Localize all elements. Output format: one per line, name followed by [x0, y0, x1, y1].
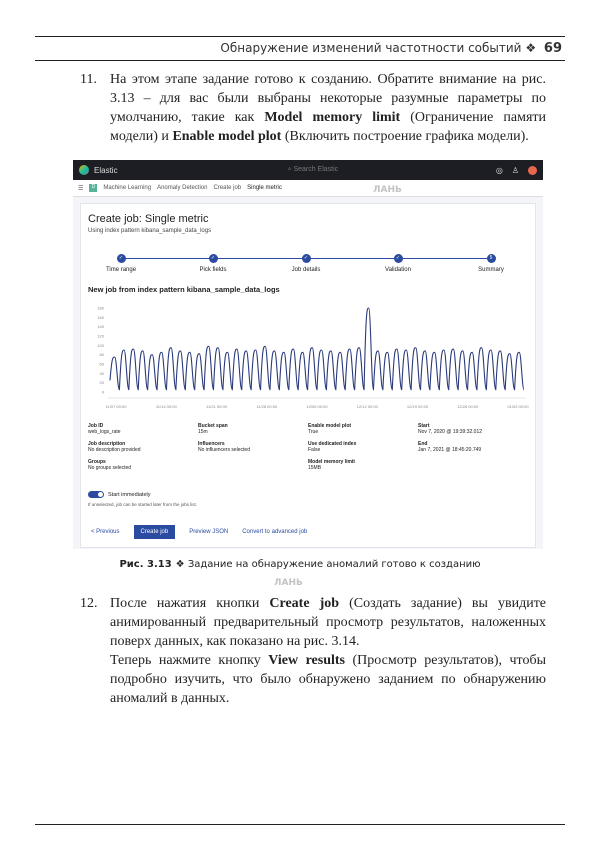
- step-job-details[interactable]: [276, 254, 336, 273]
- bold-term: Create job: [269, 596, 340, 611]
- detail-value: Nov 7, 2020 @ 19:39:32.012: [418, 429, 483, 435]
- text: Теперь нажмите кнопку: [110, 653, 269, 668]
- menu-icon[interactable]: ☰: [78, 185, 84, 192]
- y-tick-label: 20: [99, 380, 104, 386]
- job-summary-details: [88, 423, 528, 471]
- text: (Создать задание) вы увидите анимированный предварительный просмотр результатов, наложенных поверх данных, как показано на рис. 3.14.: [110, 596, 547, 649]
- chart-heading: New job from index pattern kibana_sample_data_logs: [88, 285, 280, 294]
- detail-key: Use dedicated index: [308, 441, 357, 447]
- search-placeholder: Search Elastic: [293, 166, 339, 173]
- x-tick-label: 11/07 00:00: [105, 404, 127, 409]
- separator-icon: ❖: [175, 559, 185, 570]
- space-badge[interactable]: D: [89, 184, 97, 192]
- detail-field: [308, 423, 418, 435]
- detail-value: 15MB: [308, 465, 322, 471]
- x-tick-label: 01/02 00:00: [507, 404, 529, 409]
- page-number: 69: [543, 41, 562, 56]
- detail-key: End: [418, 441, 428, 447]
- y-tick-label: 160: [97, 314, 104, 320]
- x-tick-label: 12/05 00:00: [306, 404, 328, 409]
- top-rule: [35, 36, 565, 37]
- detail-value: No groups selected: [88, 465, 132, 471]
- breadcrumb-item[interactable]: Machine Learning: [103, 185, 152, 191]
- text: На этом этапе задание готово к созданию. Обратите внимание на рис. 3.13 – для вас были выбраны некоторые разумные параметры по умолчанию, такие как: [110, 72, 546, 125]
- item-text: [110, 594, 546, 651]
- check-icon: ✓: [302, 254, 311, 263]
- detail-value: True: [308, 429, 319, 435]
- item-number: 11.: [80, 72, 97, 87]
- detail-field: [418, 423, 528, 435]
- y-tick-label: 180: [97, 305, 104, 311]
- toggle-note: If unselected, job can be started later from the jobs list.: [88, 502, 198, 507]
- running-header: [220, 41, 562, 56]
- header-title: Обнаружение изменений частотности событий: [220, 41, 522, 55]
- check-icon: ✓: [394, 254, 403, 263]
- check-icon: ✓: [209, 254, 218, 263]
- start-immediately-toggle[interactable]: [88, 491, 151, 498]
- bold-term: Model memory limit: [264, 110, 401, 125]
- toggle-switch[interactable]: [88, 491, 104, 498]
- detail-field: [308, 441, 418, 453]
- figure-screenshot: [73, 160, 543, 549]
- detail-key: Model memory limit: [308, 459, 355, 465]
- x-tick-label: 12/12 00:00: [356, 404, 378, 409]
- detail-field: [198, 423, 308, 435]
- detail-key: Job ID: [88, 423, 104, 429]
- detail-field: [308, 459, 418, 471]
- top-nav-bar: [73, 160, 543, 180]
- detail-value: 15m: [198, 429, 208, 435]
- create-job-panel: [80, 203, 536, 548]
- item-text: [110, 651, 546, 708]
- detail-field: [418, 441, 528, 453]
- detail-field: [198, 459, 308, 471]
- x-tick-label: 11/28 00:00: [256, 404, 278, 409]
- detail-value: web_logs_rate: [88, 429, 121, 435]
- detail-value: No influencers selected: [198, 447, 250, 453]
- step-label: Job details: [291, 267, 321, 273]
- x-tick-label: 11/21 00:00: [206, 404, 227, 409]
- breadcrumb-item[interactable]: Create job: [213, 185, 242, 191]
- text: (Просмотр результатов), чтобы подробно изучить, что было обнаружено заданием по обнаружению аномалий в данных.: [110, 653, 546, 706]
- series-line: [110, 308, 524, 390]
- step-number: 5: [487, 254, 496, 263]
- x-tick-label: 11/14 00:00: [155, 404, 177, 409]
- detail-key: Bucket span: [198, 423, 228, 429]
- create-job-button[interactable]: Create job: [134, 525, 176, 539]
- help-icon[interactable]: ◎: [495, 165, 503, 175]
- detail-field: [88, 459, 198, 471]
- text: После нажатия кнопки: [110, 596, 270, 611]
- detail-value: No description provided: [88, 447, 141, 453]
- y-tick-label: 40: [99, 370, 104, 376]
- preview-json-button[interactable]: Preview JSON: [189, 529, 229, 535]
- watermark-logo: ЛАНЬ: [274, 578, 303, 588]
- bold-term: Enable model plot: [172, 129, 282, 144]
- list-item-12: [80, 594, 546, 708]
- convert-advanced-job-button[interactable]: Convert to advanced job: [242, 529, 308, 535]
- y-tick-label: 100: [97, 342, 104, 348]
- step-label: Time range: [105, 267, 137, 273]
- item-text: [110, 70, 546, 146]
- avatar[interactable]: [528, 166, 537, 175]
- detail-value: False: [308, 447, 321, 453]
- search-input[interactable]: ⌕ Search Elastic: [287, 166, 339, 173]
- wizard-steps: [101, 254, 511, 276]
- step-time-range[interactable]: [91, 254, 151, 273]
- step-label: Summary: [478, 267, 504, 273]
- detail-key: Start: [418, 423, 430, 429]
- step-label: Validation: [385, 267, 411, 273]
- detail-key: Enable model plot: [308, 423, 352, 429]
- elastic-logo-icon: [79, 165, 89, 175]
- separator-icon: ❖: [525, 41, 537, 55]
- breadcrumb-item[interactable]: Anomaly Detection: [157, 185, 208, 191]
- y-tick-label: 140: [97, 324, 104, 330]
- breadcrumb: [73, 180, 543, 197]
- bottom-rule: [35, 824, 565, 825]
- step-label: Pick fields: [199, 267, 227, 273]
- y-tick-label: 80: [99, 352, 104, 358]
- item-number: 12.: [80, 596, 98, 611]
- header-rule: [35, 60, 565, 61]
- y-tick-label: 120: [97, 333, 104, 339]
- list-item-11: [80, 70, 546, 146]
- detail-key: Influencers: [198, 441, 225, 447]
- y-tick-label: 0: [101, 389, 104, 395]
- page-title: Create job: Single metric: [88, 213, 209, 225]
- watermark-logo: ЛАНЬ: [373, 185, 402, 195]
- y-tick-label: 60: [99, 361, 104, 367]
- text: (Включить построение графика модели).: [281, 129, 529, 144]
- step-pick-fields[interactable]: [183, 254, 243, 273]
- caption-label: Рис. 3.13: [119, 559, 172, 570]
- step-summary[interactable]: [461, 254, 521, 273]
- app-name: Elastic: [94, 165, 118, 175]
- x-tick-label: 12/26 00:00: [457, 404, 479, 409]
- detail-field: [198, 441, 308, 453]
- detail-field: [418, 459, 528, 471]
- figure-caption: [0, 559, 600, 571]
- step-validation[interactable]: [368, 254, 428, 273]
- text: (Ограничение памяти модели) и: [110, 110, 547, 144]
- toggle-label: Start immediately: [108, 491, 151, 498]
- detail-value: Jan 7, 2021 @ 18:45:20.749: [418, 447, 482, 453]
- caption-text: Задание на обнаружение аномалий готово к созданию: [187, 559, 481, 570]
- previous-button[interactable]: < Previous: [91, 529, 120, 535]
- detail-field: [88, 423, 198, 435]
- x-tick-label: 12/19 00:00: [406, 404, 429, 409]
- check-icon: ✓: [117, 254, 126, 263]
- breadcrumb-item: Single metric: [247, 185, 282, 191]
- bold-term: View results: [268, 653, 345, 668]
- detail-key: Job description: [88, 441, 126, 447]
- page-subtitle: Using index pattern kibana_sample_data_logs: [88, 228, 212, 234]
- notifications-icon[interactable]: ♙: [511, 165, 519, 175]
- detail-key: Groups: [88, 459, 106, 465]
- line-chart: [86, 300, 532, 412]
- detail-field: [88, 441, 198, 453]
